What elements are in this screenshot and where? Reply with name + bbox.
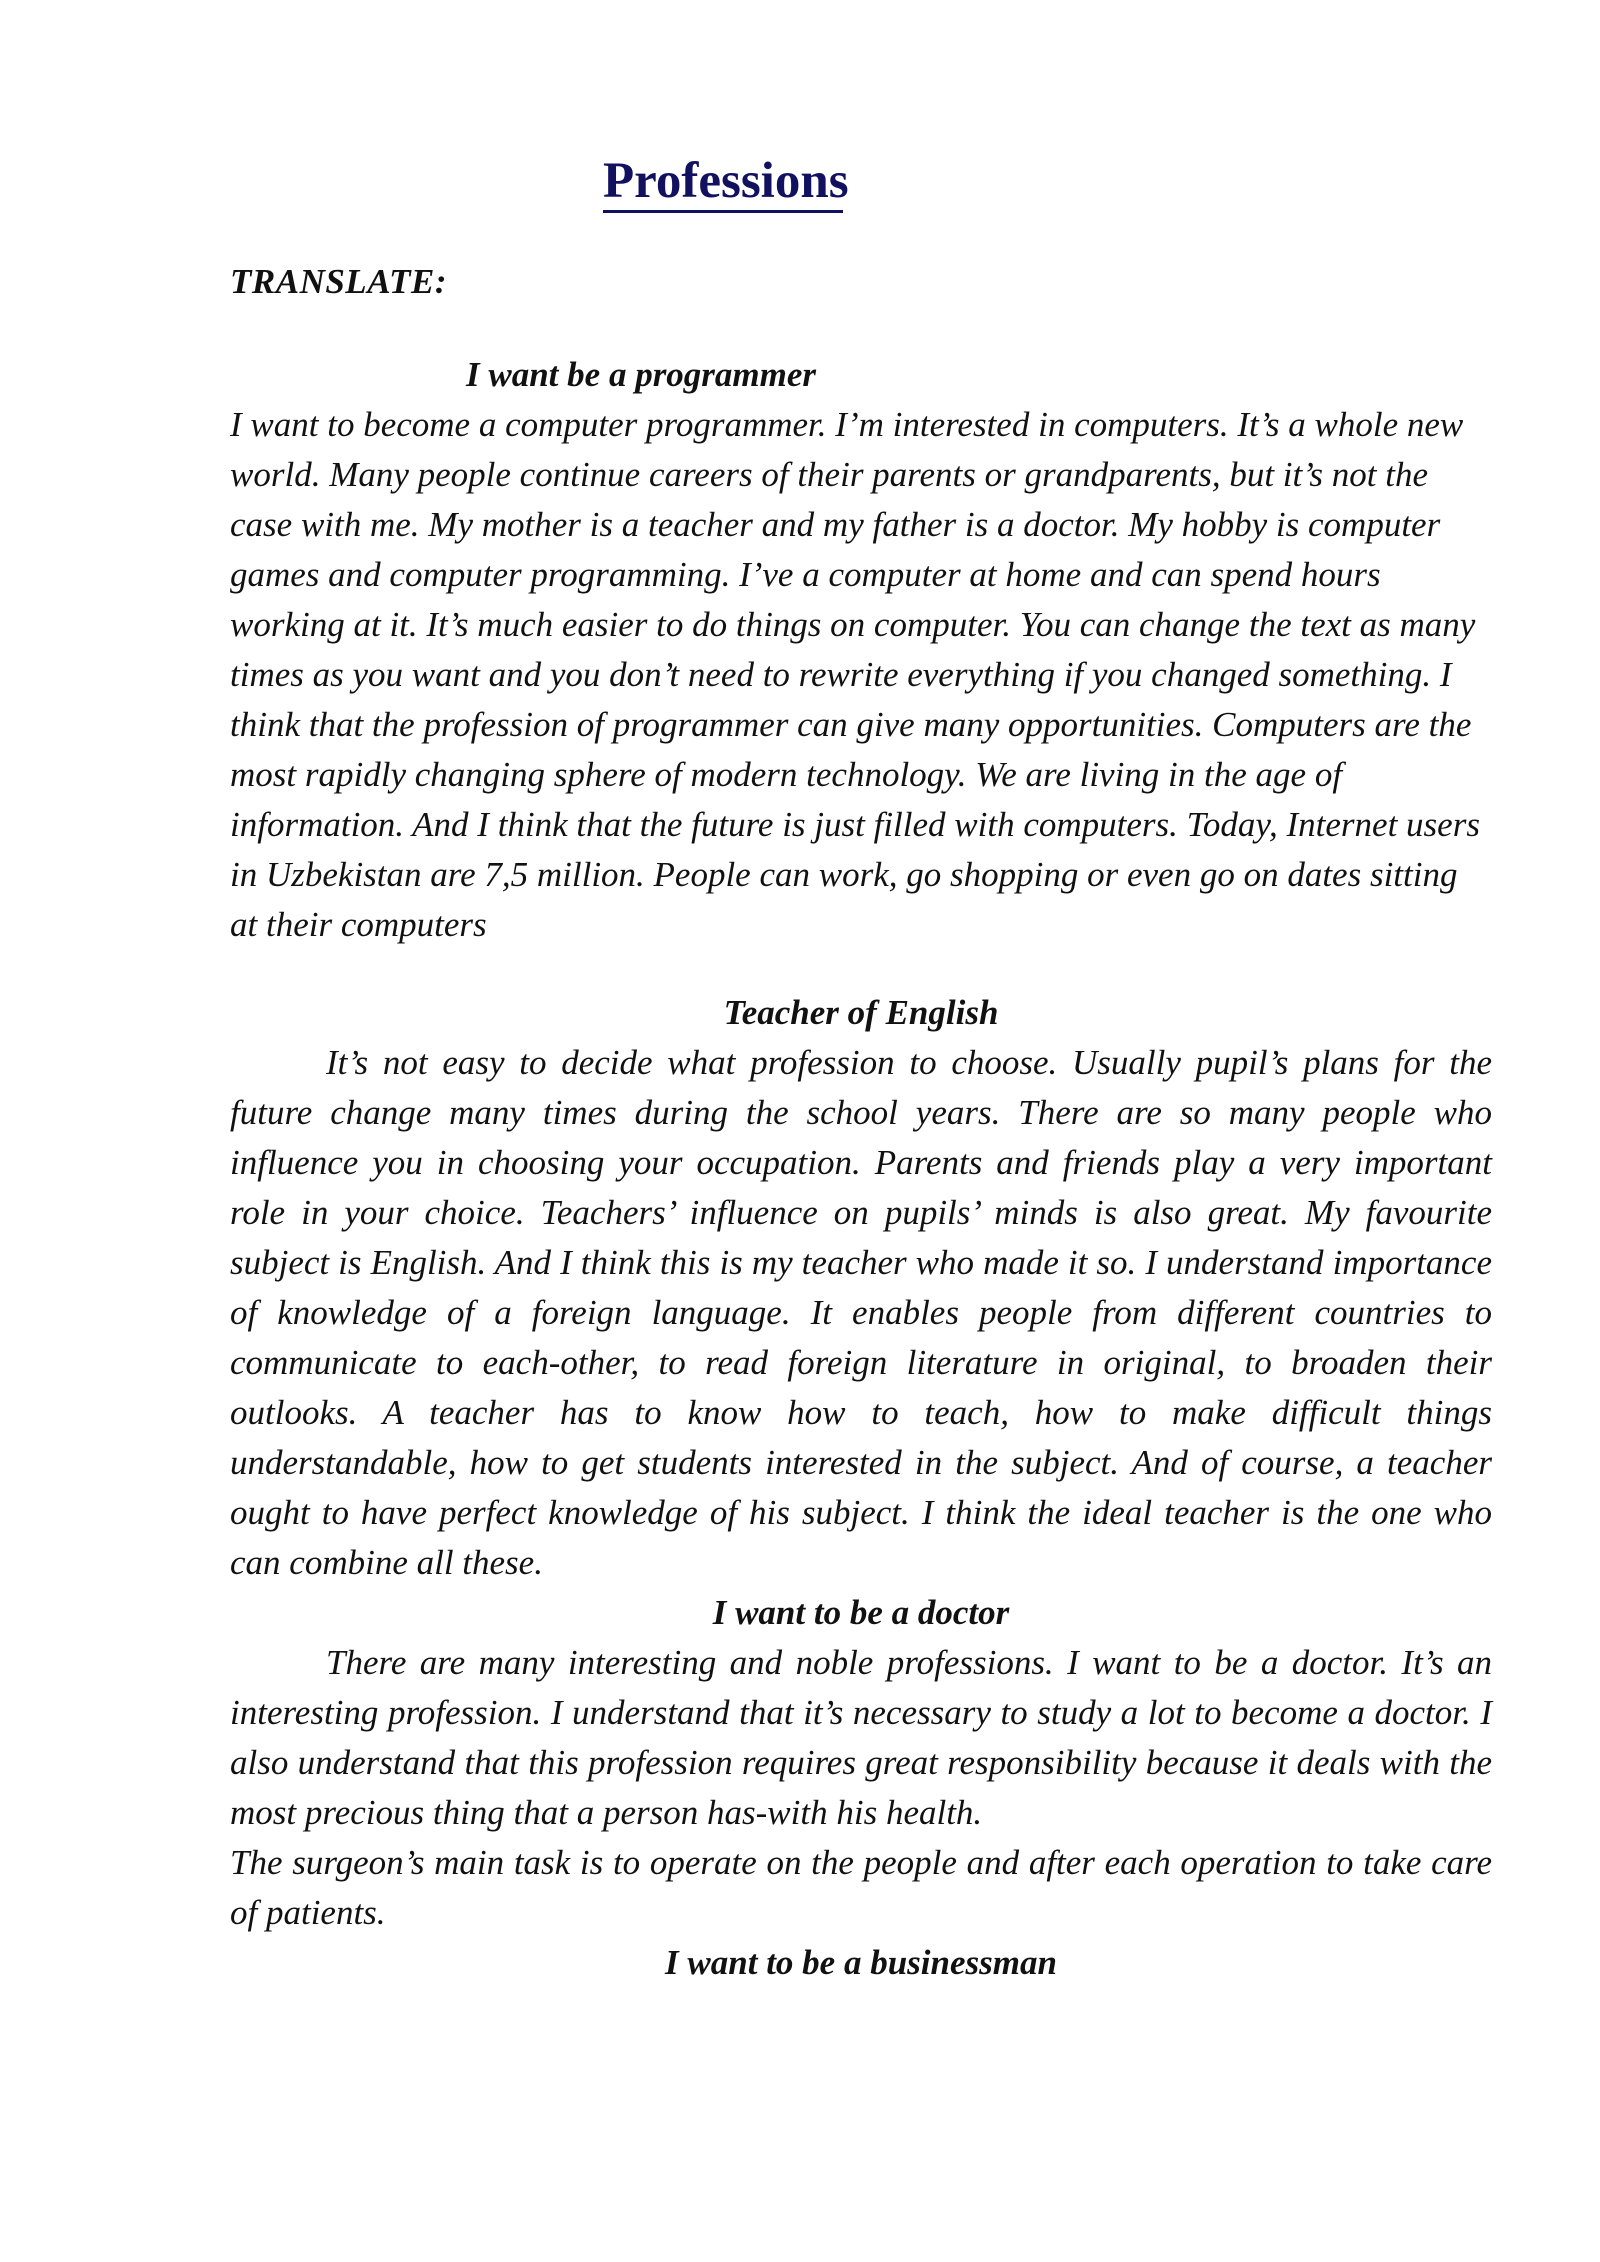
section-heading: I want be a programmer <box>466 355 817 394</box>
instruction-label: TRANSLATE: <box>230 262 447 301</box>
section-heading: I want to be a doctor <box>712 1593 1010 1632</box>
section-paragraph: I want to become a computer programmer. I’m interested in computers. It’s a whole new world. Many people continue careers of their parents or grandparents, but it’s not the case with me. My mother is a teacher and my father is a doctor. My hobby is computer games and computer programming. I’ve a computer at home and can spend hours working at it. It’s much easier to do things on computer. You can change the text as many times as you want and you don’t need to rewrite everything if you changed something. I think that the profession of programmer can give many opportunities. Computers are the most rapidly changing sphere of modern technology. We are living in the age of information. And I think that the future is just filled with computers. Today, Internet users in Uzbekistan are 7,5 million. People can work, go shopping or even go on dates sitting at their computers <box>230 405 1480 944</box>
section-businessman <box>230 1938 1492 1988</box>
page-title: Professions <box>603 153 849 209</box>
section-spacer <box>230 950 1492 988</box>
title-underline <box>603 210 843 213</box>
section-paragraph: It’s not easy to decide what profession to choose. Usually pupil’s plans for the future change many times during the school years. There are so many people who influence you in choosing your occupation. Parents and friends play a very important role in your choice. Teachers’ influence on pupils’ minds is also great. My favourite subject is English. And I think this is my teacher who made it so. I understand importance of knowledge of a foreign language. It enables people from different countries to communicate to each-other, to read foreign literature in original, to broaden their outlooks. A teacher has to know how to teach, how to make difficult things understandable, how to get students interested in the subject. And of course, a teacher ought to have perfect knowledge of his subject. I think the ideal teacher is the one who can combine all these. <box>230 1043 1492 1582</box>
section-teacher-of-english <box>230 988 1492 1588</box>
section-paragraph: There are many interesting and noble professions. I want to be a doctor. It’s an interesting profession. I understand that it’s necessary to study a lot to become a doctor. I also understand that this profession requires great responsibility because it deals with the most precious thing that a person has-with his health. <box>230 1643 1492 1832</box>
section-paragraph: The surgeon’s main task is to operate on the people and after each operation to take care of patients. <box>230 1843 1492 1932</box>
section-doctor <box>230 1588 1492 1938</box>
section-heading: Teacher of English <box>723 993 999 1032</box>
document-body <box>230 350 1492 1988</box>
section-programmer <box>230 350 1492 950</box>
section-heading: I want to be a businessman <box>665 1943 1057 1982</box>
